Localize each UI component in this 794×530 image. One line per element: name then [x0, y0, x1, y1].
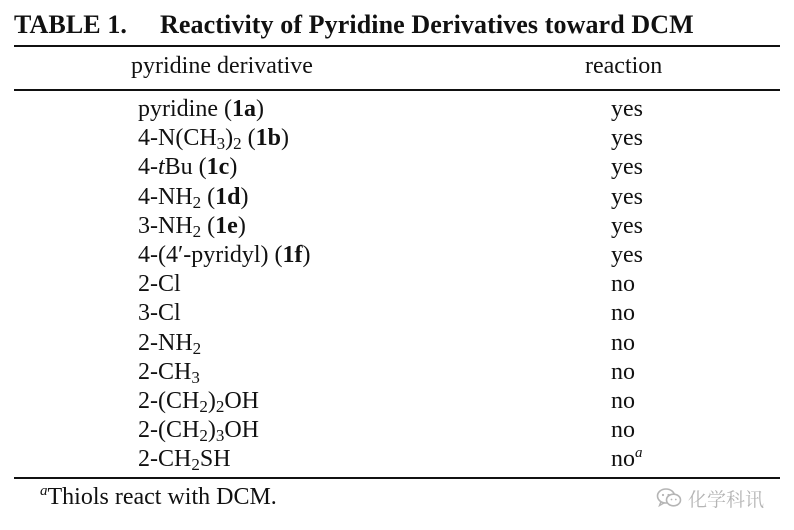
reaction-cell — [611, 124, 643, 153]
derivative-cell — [138, 387, 259, 416]
table-row — [0, 445, 794, 474]
table-row — [0, 124, 794, 153]
derivative-text: ( — [241, 125, 256, 152]
reaction-value: no — [611, 358, 635, 385]
table-caption: Reactivity of Pyridine Derivatives toward DCM — [160, 10, 694, 39]
reaction-cell — [611, 445, 643, 474]
reaction-footnote-marker: a — [635, 445, 643, 462]
derivative-cell — [138, 358, 200, 387]
derivative-text: ) — [237, 212, 246, 239]
reaction-value: yes — [611, 212, 643, 239]
derivative-text: OH — [224, 417, 259, 444]
derivative-text: ) — [255, 96, 264, 122]
derivative-cell — [138, 124, 289, 153]
derivative-text: OH — [224, 387, 259, 414]
derivative-text: 2 — [191, 455, 200, 475]
reaction-value: no — [611, 329, 635, 356]
bottom-rule — [14, 477, 780, 479]
derivative-text: 3 — [215, 426, 225, 446]
reaction-value: no — [611, 417, 635, 444]
derivative-text: ) — [207, 417, 216, 444]
table-row — [0, 299, 794, 328]
table-row — [0, 358, 794, 387]
table-row — [0, 153, 794, 182]
wechat-icon — [656, 487, 682, 509]
table-title — [14, 10, 694, 40]
derivative-text: 2 — [199, 426, 208, 446]
derivative-text: 1a — [231, 96, 256, 122]
derivative-text: 4-NH — [138, 183, 193, 210]
derivative-text: 4- — [138, 154, 158, 181]
derivative-text: 2-Cl — [138, 271, 181, 298]
derivative-text: 2-CH — [138, 446, 192, 473]
column-header-reaction: reaction — [585, 53, 663, 79]
reaction-cell — [611, 95, 643, 124]
derivative-text: t — [158, 154, 165, 181]
derivative-text: 2 — [215, 396, 225, 416]
derivative-text: 1c — [206, 154, 230, 181]
header-rule — [14, 89, 780, 91]
table-row — [0, 95, 794, 124]
derivative-text: 2-(CH — [138, 417, 200, 444]
derivative-text: 1f — [282, 241, 303, 268]
derivative-text: ) — [302, 241, 311, 268]
table-row — [0, 270, 794, 299]
reaction-value: no — [611, 387, 635, 414]
derivative-text: 1e — [215, 212, 238, 239]
reaction-cell — [611, 416, 635, 445]
footnote — [40, 484, 277, 511]
reaction-cell — [611, 387, 635, 416]
reaction-cell — [611, 212, 643, 241]
reaction-cell — [611, 329, 635, 358]
reaction-value: yes — [611, 154, 643, 181]
derivative-cell — [138, 416, 259, 445]
derivative-cell — [138, 329, 201, 358]
footnote-marker: a — [40, 483, 48, 499]
reaction-value: yes — [611, 183, 643, 210]
footnote-text: Thiols react with DCM. — [47, 484, 277, 510]
top-rule — [14, 45, 780, 47]
watermark-text: 化学科讯 — [688, 488, 765, 511]
reaction-value: no — [611, 271, 635, 298]
reaction-value: no — [611, 300, 635, 327]
derivative-cell — [138, 445, 231, 474]
derivative-text: ( — [201, 212, 216, 239]
reaction-cell — [611, 270, 635, 299]
derivative-text: ) — [240, 183, 249, 210]
reaction-cell — [611, 183, 643, 212]
derivative-text: ) — [225, 125, 234, 152]
reaction-cell — [611, 299, 635, 328]
derivative-text: 4-(4′-pyridyl) ( — [138, 241, 283, 268]
derivative-text: 3-NH — [138, 212, 193, 239]
derivative-cell — [138, 299, 181, 328]
derivative-text: 2-(CH — [138, 387, 200, 414]
reaction-cell — [611, 358, 635, 387]
derivative-text: ( — [201, 183, 216, 210]
derivative-cell — [138, 183, 249, 212]
derivative-text: 1d — [215, 183, 241, 210]
derivative-cell — [138, 95, 264, 124]
reaction-value: yes — [611, 241, 643, 268]
reaction-cell — [611, 241, 643, 270]
derivative-cell — [138, 270, 181, 299]
derivative-text: 2 — [192, 221, 202, 241]
derivative-text: pyridine ( — [138, 96, 232, 122]
table-row — [0, 212, 794, 241]
table-row — [0, 387, 794, 416]
derivative-text: 1b — [255, 125, 282, 152]
derivative-cell — [138, 241, 311, 270]
table-row — [0, 329, 794, 358]
table-body — [0, 95, 794, 474]
table-row — [0, 241, 794, 270]
derivative-cell — [138, 212, 246, 241]
reaction-value: yes — [611, 125, 643, 152]
derivative-text: 2 — [199, 396, 208, 416]
table-row — [0, 416, 794, 445]
derivative-text: 2 — [192, 192, 202, 212]
derivative-text: 3 — [191, 367, 200, 387]
derivative-text: 3-Cl — [138, 300, 181, 327]
derivative-text: ) — [281, 125, 290, 152]
derivative-text: 2-CH — [138, 358, 192, 385]
derivative-text: 2-NH — [138, 329, 193, 356]
table-row — [0, 183, 794, 212]
derivative-text: 4-N(CH — [138, 125, 217, 152]
watermark — [656, 484, 764, 512]
column-header-derivative: pyridine derivative — [131, 53, 313, 79]
reaction-value: yes — [611, 96, 643, 122]
reaction-cell — [611, 153, 643, 182]
derivative-text: 2 — [233, 134, 242, 154]
derivative-text: 3 — [216, 134, 226, 154]
derivative-text: 2 — [192, 338, 202, 358]
derivative-text: Bu ( — [164, 154, 207, 181]
derivative-text: ) — [207, 387, 216, 414]
derivative-cell — [138, 153, 237, 182]
reaction-value: no — [611, 446, 635, 473]
table-label: TABLE 1. — [14, 10, 128, 39]
derivative-text: SH — [199, 446, 231, 473]
derivative-text: ) — [229, 154, 238, 181]
